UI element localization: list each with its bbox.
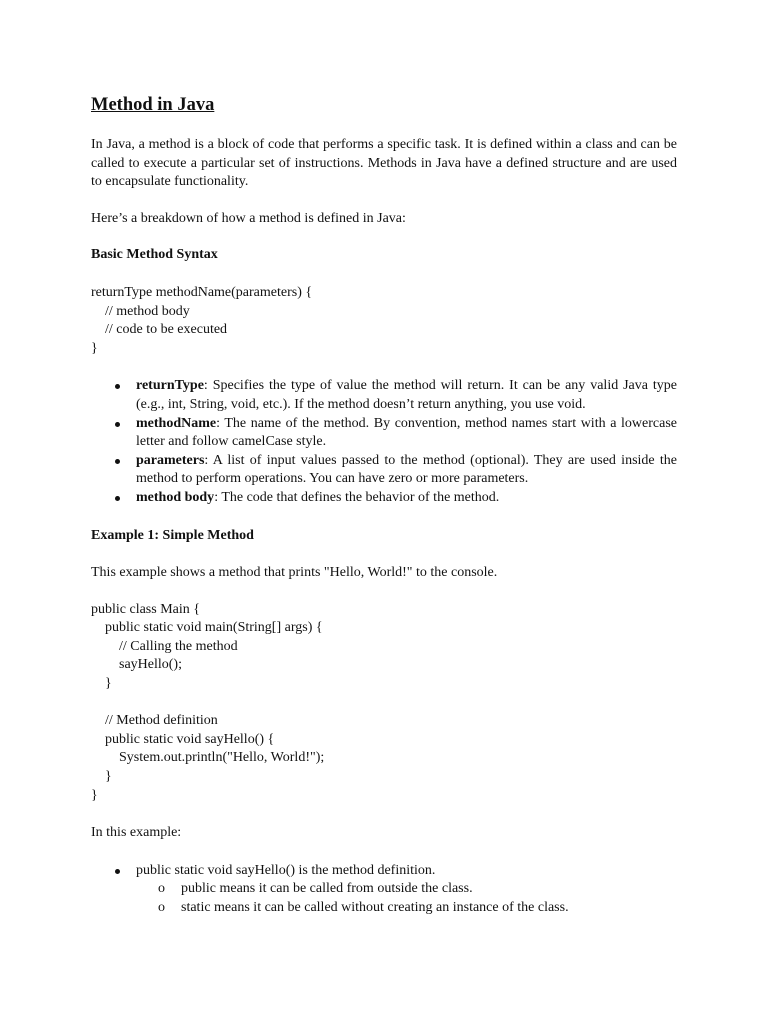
- syntax-point-term: parameters: [136, 452, 205, 468]
- example-subpoint-text: public means it can be called from outside the class.: [181, 881, 473, 897]
- syntax-point-text: : A list of input values passed to the method (optional). They are used inside the method to perform operations. You can have zero or more parameters.: [136, 452, 677, 487]
- syntax-point-text: : Specifies the type of value the method will return. It can be any valid Java type (e.g., int, String, void, etc.). If the method doesn’t return anything, you use void.: [136, 378, 677, 412]
- syntax-point-text: : The name of the method. By convention, method names start with a lowercase letter and follow camelCase style.: [136, 415, 677, 450]
- example-point-item: [91, 862, 677, 918]
- page-title: Method in Java: [91, 95, 215, 115]
- example-points-list: [91, 862, 677, 918]
- example1-heading: Example 1: Simple Method: [91, 527, 254, 543]
- example-subpoint-item: [91, 880, 677, 899]
- syntax-point-item: [91, 415, 677, 452]
- example1-description: This example shows a method that prints "Hello, World!" to the console.: [91, 565, 498, 581]
- syntax-point-term: method body: [136, 489, 215, 505]
- syntax-points-list: [91, 377, 677, 507]
- intro-paragraph: In Java, a method is a block of code that performs a specific task. It is defined within a class and can be called to execute a particular set of instructions. Methods in Java have a defined structure and are used to encapsulate functionality.: [91, 137, 677, 190]
- syntax-point-term: returnType: [136, 378, 204, 394]
- syntax-code-block: returnType methodName(parameters) { // method body // code to be executed }: [91, 284, 313, 356]
- document-body: [91, 93, 677, 918]
- circle-bullet-icon: o: [158, 881, 165, 897]
- example-subpoints-list: [136, 880, 677, 917]
- example-subpoint-text: static means it can be called without creating an instance of the class.: [181, 900, 569, 915]
- syntax-point-term: methodName: [136, 415, 217, 431]
- syntax-point-item: [91, 489, 677, 508]
- in-this-example-paragraph: In this example:: [91, 825, 182, 841]
- bullet-icon: [115, 869, 120, 874]
- bullet-icon: [115, 496, 120, 501]
- syntax-point-item: [91, 377, 677, 414]
- syntax-heading: Basic Method Syntax: [91, 247, 218, 263]
- bullet-icon: [115, 459, 120, 464]
- example-point-text: public static void sayHello() is the method definition.: [136, 862, 436, 878]
- example1-code-block: public class Main { public static void main(String[] args) { // Calling the method sayHello(); } // Method definition public static void sayHello() { System.out.println("Hello, World!"); } }: [91, 601, 325, 803]
- bullet-icon: [115, 422, 120, 427]
- circle-bullet-icon: o: [158, 900, 165, 915]
- breakdown-paragraph: Here’s a breakdown of how a method is defined in Java:: [91, 210, 406, 226]
- syntax-point-text: : The code that defines the behavior of the method.: [214, 489, 500, 505]
- example-subpoint-item: [91, 899, 677, 918]
- bullet-icon: [115, 384, 120, 389]
- syntax-point-item: [91, 452, 677, 489]
